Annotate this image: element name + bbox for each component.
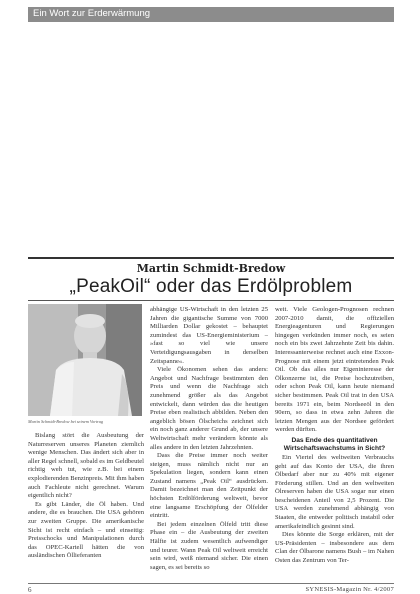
page-number: 6 — [28, 586, 32, 594]
author-photo-illustration — [28, 304, 142, 416]
paragraph: Ein Viertel des weltweiten Verbrauchs geht auf das Konto der USA, die ihren Ölbedarf aber nur zu 40% mit eigener Förderung stillen. Und an den weltweiten Ölreserven haben die USA sogar nur einen bescheidenen Anteil von 2,5 Prozent. Die USA werden zunehmend abhängig von Staaten, die entweder politisch instabil oder amerikafeindlich gesinnt sind. — [275, 453, 394, 530]
title-bottom-rule — [28, 300, 394, 301]
paragraph: Bei jedem einzelnen Ölfeld tritt diese Phase ein – die Ausbeutung der zweiten Hälfte ist zudem wesentlich aufwendiger und teurer. Wann Peak Oil weltweit erreicht sein wird, weiß niemand sicher. Die einen sagen, es sei bereits so — [150, 520, 268, 571]
paragraph: Dies könnte die Sorge erklären, mit der US-Präsidenten – insbesondere aus dem Clan der Ölbarone namens Bush – im Nahen Osten das Zentrum von Ter- — [275, 531, 394, 565]
paragraph: abhängige US-Wirtschaft in den letzten 25 Jahren die gigantische Summe von 7000 Milliarden Dollar gekostet – behauptet zumindest das US-Energieministerium – »fast so viel wie unsere Verteidigungsausgaben in derselben Zeitspanne«. — [150, 306, 268, 365]
footer-rule — [28, 583, 394, 584]
paragraph: Bislang stört die Ausbeutung der Naturreserven unseres Planeten ziemlich wenige Menschen. Das ändert sich aber in aller Regel schnell, sobald es im Geldbeutel richtig weh tut, wie z.B. bei einem explodierenden Benzinpreis. Mit ihm haben auch Fachleute nicht gerechnet. Warum eigentlich nicht? — [28, 432, 144, 500]
section-label: Ein Wort zur Erderwärmung — [33, 8, 151, 19]
column-2 — [150, 306, 268, 582]
photo-caption: Martin Schmidt-Bredow bei seinem Vortrag — [28, 419, 104, 424]
paragraph: weit. Viele Geologen-Prognosen rechnen 2007-2010 damit, die offiziellen Energieagenturen und Regierungen hingegen verkünden immer noch, es seien noch ein bis zwei Jahrzehnte Zeit bis dahin. Interessanterweise rechnet auch eine Exxon-Prognose mit einem jetzt eintretenden Peak Oil. Ob das alles nur Eigeninteresse der Ölkonzerne ist, die Preise hochzutreiben, oder schon Peak Oil, kann heute niemand sicher bestimmen. Peak Oil trat in den USA bereits 1971 ein, beim Nordseeöl in den 90ern, so dass in etwa zehn Jahren die letzten Mengen aus der Nordsee gefördert werden dürften. — [275, 306, 394, 434]
title-top-rule — [28, 257, 394, 259]
paragraph: Dass die Preise immer noch weiter steigen, muss nämlich nicht nur an Spekulation liegen, sondern kann einen Zustand namens „Peak Oil“ ausdrücken. Damit bezeichnet man den Zeitpunkt der höchsten Erdölförderung weltweit, bevor eine langsame Erschöpfung der Ölfelder eintritt. — [150, 452, 268, 520]
article-author: Martin Schmidt-Bredow — [136, 262, 286, 275]
column-3 — [275, 306, 394, 582]
section-header-bar — [28, 7, 394, 22]
magazine-name: SYNESIS-Magazin Nr. 4/2007 — [305, 586, 394, 593]
author-photo — [28, 304, 142, 416]
paragraph: Viele Ökonomen sehen das anders: Angebot und Nachfrage bestimmten den Preis und wenn die Nachfrage sich zunehmend größer als das Angebot entwickelt, dann würden das die heutigen Preise eben realistisch abbilden. Neben den angeblich bösen Ölscheichs zeichnet sich ein noch ganz anderer Grund ab, der unsere Weltwirtschaft mehr verändern könnte als alles andere in den letzten Jahrzehnten. — [150, 366, 268, 451]
paragraph: Es gibt Länder, die Öl haben. Und andere, die es brauchen. Die USA gehören zur zweiten Gruppe. Die amerikanische Sicht ist recht einfach – und einseitig: Preisschocks und Manipulationen durch das OPEC-Kartell hätten die von ausländischen Öllieferanten — [28, 500, 144, 560]
column-1 — [28, 432, 144, 582]
article-title: „PeakOil“ oder das Erdölproblem — [69, 276, 353, 297]
subheading: Das Ende des quantitativen Wirtschaftswachstums in Sicht? — [283, 436, 386, 452]
